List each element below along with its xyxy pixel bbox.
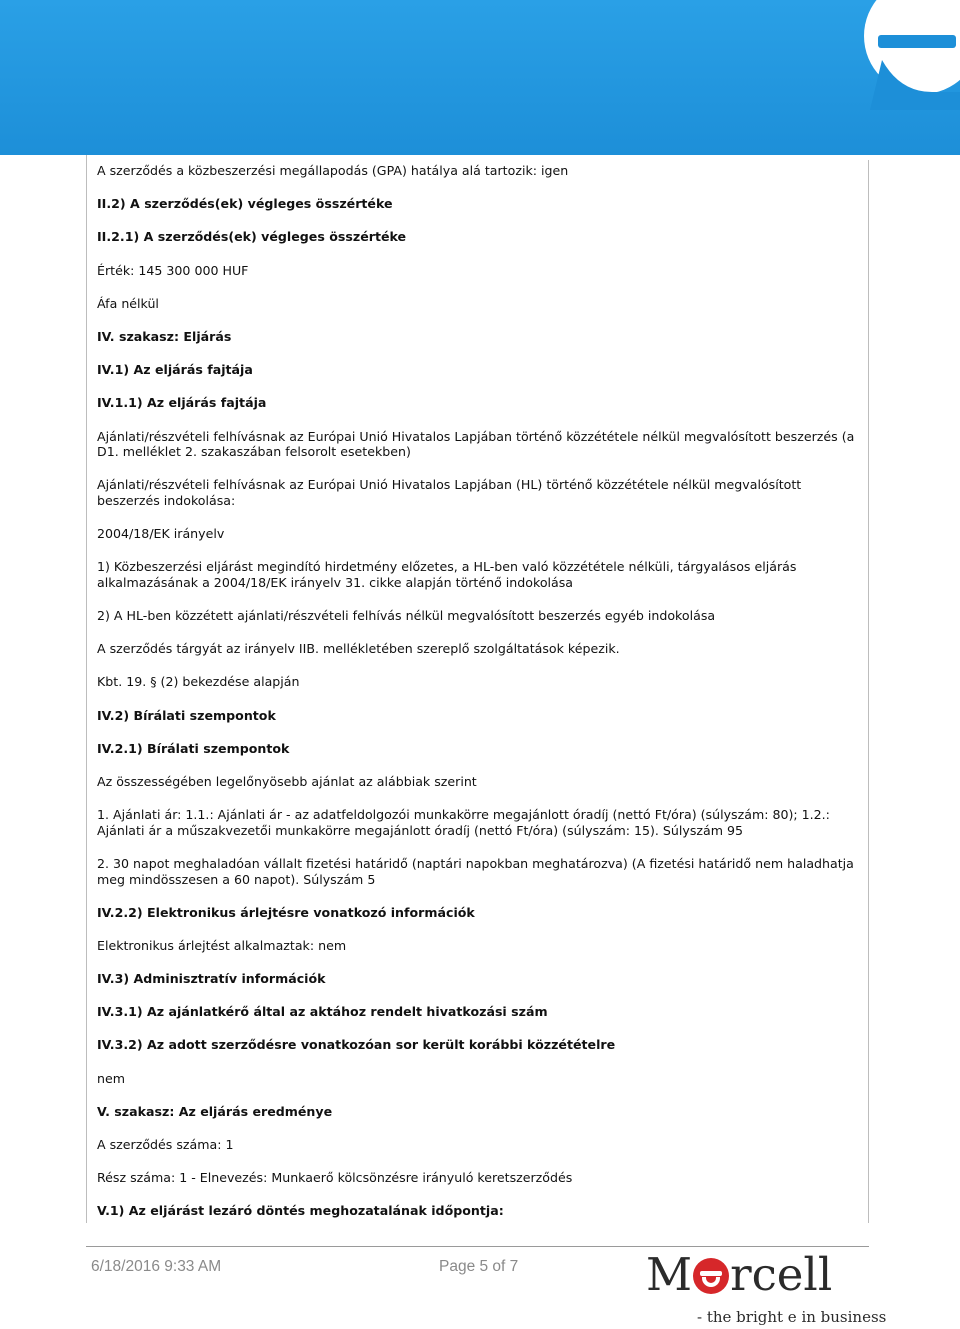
- footer-divider: [86, 1246, 869, 1247]
- annex-text: A szerződés tárgyát az irányelv IIB. mellékletében szereplő szolgáltatások képezik.: [97, 641, 620, 657]
- section-heading: II.2) A szerződés(ek) végleges összértéke: [97, 196, 393, 212]
- page-number: Page 5 of 7: [439, 1258, 519, 1275]
- contract-number: A szerződés száma: 1: [97, 1137, 234, 1153]
- section-heading: IV.3.1) Az ajánlatkérő által az aktához rendelt hivatkozási szám: [97, 1004, 548, 1020]
- header-banner: [0, 0, 960, 155]
- gpa-statement: A szerződés a közbeszerzési megállapodás (GPA) hatálya alá tartozik: igen: [97, 163, 569, 178]
- section-heading: V.1) Az eljárást lezáró döntés meghozatalának időpontja:: [97, 1203, 504, 1219]
- lot-name: Rész száma: 1 - Elnevezés: Munkaerő kölcsönzésre irányuló keretszerződés: [97, 1170, 573, 1186]
- brand-wordmark: [646, 1248, 832, 1301]
- footer-timestamp: 6/18/2016 9:33 AM: [91, 1258, 222, 1275]
- logo-e-icon: [830, 0, 960, 110]
- procedure-type-text: Ajánlati/részvételi felhívásnak az Európai Unió Hivatalos Lapjában történő közzététele nélkül megvalósított beszerzés (a D1. melléklet 2. szakaszában felsorolt esetekben): [97, 428, 855, 460]
- legal-basis-text: Kbt. 19. § (2) bekezdése alapján: [97, 674, 300, 690]
- vat-note: Áfa nélkül: [97, 295, 159, 311]
- section-heading: IV.2.1) Bírálati szempontok: [97, 740, 290, 756]
- brand-wordmark-end: rcell: [730, 1248, 833, 1301]
- section-heading: IV.3) Adminisztratív információk: [97, 971, 326, 987]
- directive-text: 2004/18/EK irányelv: [97, 526, 225, 542]
- section-heading: IV.3.2) Az adott szerződésre vonatkozóan sor került korábbi közzétételre: [97, 1037, 616, 1053]
- brand-logo: [640, 1248, 887, 1329]
- page-frame-right: [868, 160, 869, 1223]
- section-heading: IV.1.1) Az eljárás fajtája: [97, 395, 267, 411]
- justification-item-1: 1) Közbeszerzési eljárást megindító hirdetmény előzetes, a HL-ben való közzététele nélküli, tárgyalásos eljárás alkalmazásának a 2004/18/EK irányelv 31. cikke alapján történő indokolása: [97, 559, 797, 590]
- brand-tagline: - the bright e in business: [697, 1308, 887, 1326]
- criterion-1: 1. Ajánlati ár: 1.1.: Ajánlati ár - az adatfeldolgozói munkakörre megajánlott óradíj (nettó Ft/óra) (súlyszám: 80); 1.2.: Ajánlati ár a műszakvezetői munkakörre megajánlott óradíj (nettó Ft/óra) (súlyszám: 15). Súlyszám 95: [97, 807, 830, 838]
- criterion-2: 2. 30 napot meghaladóan vállalt fizetési határidő (naptári napokban meghatározva) (A fizetési határidő nem haladhatja meg mindösszesen a 60 napot). Súlyszám 5: [97, 855, 854, 887]
- justification-label: Ajánlati/részvételi felhívásnak az Európai Unió Hivatalos Lapjában (HL) történő közzététele nélkül megvalósított beszerzés indokolása:: [97, 477, 802, 508]
- contract-value: Érték: 145 300 000 HUF: [97, 262, 249, 278]
- section-heading: IV.2.2) Elektronikus árlejtésre vonatkozó információk: [97, 904, 475, 920]
- page-frame-left: [86, 155, 87, 1223]
- brand-wordmark-start: M: [646, 1248, 693, 1301]
- award-criteria-text: Az összességében legelőnyösebb ajánlat az alábbiak szerint: [97, 773, 477, 789]
- brand-e-icon: [693, 1258, 729, 1294]
- justification-item-2: 2) A HL-ben közzétett ajánlati/részvételi felhívás nélkül megvalósított beszerzés egyéb indokolása: [97, 608, 716, 624]
- section-heading: V. szakasz: Az eljárás eredménye: [97, 1103, 333, 1119]
- e-auction-text: Elektronikus árlejtést alkalmaztak: nem: [97, 937, 347, 953]
- section-heading: IV. szakasz: Eljárás: [97, 328, 232, 344]
- section-heading: IV.2) Bírálati szempontok: [97, 707, 276, 723]
- previous-publication-value: nem: [97, 1070, 125, 1086]
- section-heading: IV.1) Az eljárás fajtája: [97, 362, 253, 378]
- document-body: [97, 163, 862, 1237]
- section-heading: II.2.1) A szerződés(ek) végleges összértéke: [97, 229, 407, 245]
